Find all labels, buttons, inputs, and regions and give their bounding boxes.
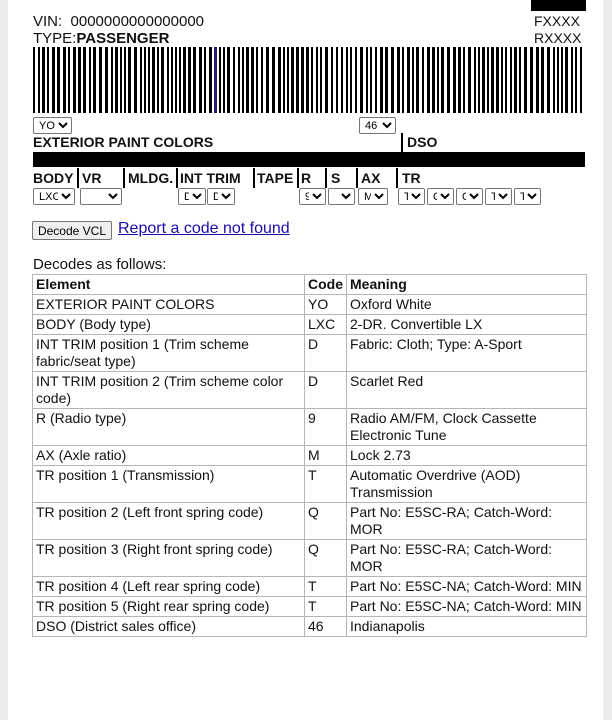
barcode-bar — [219, 47, 221, 113]
cell-code: Q — [305, 503, 347, 540]
cell-element: TR position 4 (Left rear spring code) — [33, 577, 305, 597]
divider — [297, 168, 299, 188]
cell-meaning: Part No: E5SC-NA; Catch-Word: MIN — [347, 597, 587, 617]
barcode-bar — [325, 47, 328, 113]
barcode-bar — [501, 47, 503, 113]
barcode-bar — [536, 47, 539, 113]
barcode-bar — [140, 47, 142, 113]
divider — [356, 168, 358, 188]
ax-select[interactable] — [358, 188, 388, 205]
barcode-bar — [251, 47, 254, 113]
barcode-bar — [278, 47, 281, 113]
tr-5-select[interactable] — [514, 188, 541, 205]
barcode-bar — [47, 47, 49, 113]
barcode-bar — [441, 47, 444, 113]
page-margin-left — [0, 0, 8, 720]
barcode-bar — [505, 47, 507, 113]
barcode-bar — [530, 47, 533, 113]
barcode-bar — [385, 47, 388, 113]
vin-value: 0000000000000000 — [70, 13, 205, 30]
barcode-bar — [171, 47, 173, 113]
results-body — [33, 295, 587, 637]
barcode-bar — [391, 47, 394, 113]
tr-4-select[interactable] — [485, 188, 512, 205]
barcode-bar — [422, 47, 424, 113]
cell-code: 9 — [305, 409, 347, 446]
barcode-bar — [272, 47, 275, 113]
divider — [401, 133, 403, 152]
barcode-bar — [346, 47, 348, 113]
cell-code: D — [305, 372, 347, 409]
cell-code: D — [305, 335, 347, 372]
barcode-bar — [468, 47, 471, 113]
cell-meaning: Lock 2.73 — [347, 446, 587, 466]
barcode-bar — [397, 47, 400, 113]
barcode-bar — [73, 47, 76, 113]
barcode-bar — [370, 47, 372, 113]
barcode-bar — [256, 47, 258, 113]
paint-code-select[interactable] — [33, 117, 72, 134]
barcode-bar — [266, 47, 269, 113]
barcode-bar — [152, 47, 155, 113]
barcode-bar — [478, 47, 480, 113]
barcode-bar — [510, 47, 512, 113]
table-row — [33, 597, 587, 617]
barcode-bar — [287, 47, 289, 113]
cell-element: TR position 5 (Right rear spring code) — [33, 597, 305, 617]
barcode-bar — [375, 47, 377, 113]
type-prefix: TYPE: — [33, 30, 77, 47]
plant-code-2: RXXXX — [534, 30, 582, 46]
barcode-bar — [68, 47, 70, 113]
cell-code: T — [305, 466, 347, 503]
page-margin-right — [603, 0, 612, 720]
int-trim-1-select[interactable] — [178, 188, 206, 205]
cell-meaning: Part No: E5SC-RA; Catch-Word: MOR — [347, 503, 587, 540]
cell-element: AX (Axle ratio) — [33, 446, 305, 466]
s-select[interactable] — [328, 188, 355, 205]
type-line — [33, 30, 169, 47]
cell-meaning: Oxford White — [347, 295, 587, 315]
barcode-bar — [209, 47, 212, 113]
table-row — [33, 315, 587, 335]
field-label-r: R — [301, 170, 312, 186]
field-label-vr: VR — [82, 170, 102, 186]
cell-meaning: Fabric: Cloth; Type: A-Sport — [347, 335, 587, 372]
barcode-bar — [571, 47, 573, 113]
r-select[interactable] — [299, 188, 326, 205]
barcode-bar — [83, 47, 86, 113]
barcode-bar — [541, 47, 544, 113]
report-code-not-found-link[interactable]: Report a code not found — [118, 220, 290, 237]
barcode-bar — [341, 47, 343, 113]
barcode-bar — [227, 47, 230, 113]
barcode-bar — [447, 47, 450, 113]
table-row — [33, 466, 587, 503]
barcode-bar — [183, 47, 186, 113]
barcode-bar — [355, 47, 357, 113]
tr-3-select[interactable] — [456, 188, 483, 205]
cell-meaning: Part No: E5SC-RA; Catch-Word: MOR — [347, 540, 587, 577]
cell-code: 46 — [305, 617, 347, 637]
cell-meaning: Indianapolis — [347, 617, 587, 637]
barcode-bar — [482, 47, 485, 113]
barcode-bar — [412, 47, 414, 113]
divider — [253, 168, 255, 188]
barcode-bar — [491, 47, 494, 113]
barcode-bar — [124, 47, 126, 113]
barcode-bar — [547, 47, 550, 113]
cell-code: T — [305, 577, 347, 597]
cell-code: Q — [305, 540, 347, 577]
cell-element: EXTERIOR PAINT COLORS — [33, 295, 305, 315]
barcode-bar — [453, 47, 456, 113]
barcode-bar — [134, 47, 137, 113]
field-label-ax: AX — [361, 170, 381, 186]
barcode-bar — [463, 47, 465, 113]
cell-element: INT TRIM position 1 (Trim scheme fabric/seat type) — [33, 335, 305, 372]
cell-element: R (Radio type) — [33, 409, 305, 446]
barcode-bar — [474, 47, 476, 113]
table-row — [33, 335, 587, 372]
table-row — [33, 409, 587, 446]
barcode-bar — [99, 47, 102, 113]
cell-element: INT TRIM position 2 (Trim scheme color code) — [33, 372, 305, 409]
cell-element: TR position 3 (Right front spring code) — [33, 540, 305, 577]
body-select[interactable] — [33, 188, 75, 205]
field-label-tape: TAPE — [257, 170, 294, 186]
barcode-bar — [380, 47, 383, 113]
plant-code-box — [531, 0, 586, 47]
field-label-body: BODY — [33, 170, 74, 186]
barcode-bar — [283, 47, 285, 113]
barcode-bar — [238, 47, 240, 113]
barcode-bar — [193, 47, 196, 113]
barcode-bar — [432, 47, 435, 113]
table-row — [33, 372, 587, 409]
barcode-bar — [188, 47, 191, 113]
field-label-s: S — [331, 170, 341, 186]
barcode-bar — [93, 47, 96, 113]
decode-vcl-button[interactable]: Decode VCL — [32, 221, 112, 240]
code-box-black-strip — [531, 0, 586, 11]
barcode-bar — [301, 47, 304, 113]
tr-2-select[interactable] — [427, 188, 454, 205]
table-row — [33, 295, 587, 315]
barcode-bar — [89, 47, 91, 113]
cell-meaning: Automatic Overdrive (AOD) Transmission — [347, 466, 587, 503]
barcode-bar — [561, 47, 563, 113]
barcode-bar — [63, 47, 66, 113]
vin-line — [33, 13, 204, 30]
barcode-bar — [336, 47, 338, 113]
cell-code: LXC — [305, 315, 347, 335]
barcode-bar — [360, 47, 363, 113]
barcode-bar — [78, 47, 81, 113]
barcode-bar — [407, 47, 410, 113]
barcode-bar — [565, 47, 568, 113]
barcode-bar — [199, 47, 202, 113]
barcode-bar — [33, 47, 35, 113]
barcode-bar — [296, 47, 299, 113]
cell-code: T — [305, 597, 347, 617]
barcode-bar — [233, 47, 235, 113]
table-row — [33, 540, 587, 577]
field-label-tr: TR — [402, 170, 421, 186]
decode-results-table — [32, 274, 587, 637]
divider — [176, 168, 178, 188]
barcode-bar — [427, 47, 430, 113]
barcode-bar — [105, 47, 108, 113]
cell-element: DSO (District sales office) — [33, 617, 305, 637]
barcode-bar — [306, 47, 309, 113]
divider — [123, 168, 125, 188]
barcode-bar — [115, 47, 118, 113]
field-label-mldg: MLDG. — [128, 170, 174, 186]
barcode-bar — [38, 47, 40, 113]
divider — [325, 168, 327, 188]
barcode-bar — [524, 47, 527, 113]
barcode-bar — [120, 47, 122, 113]
cell-element: BODY (Body type) — [33, 315, 305, 335]
barcode-bar — [366, 47, 368, 113]
barcode-bar — [148, 47, 150, 113]
barcode-bar — [320, 47, 322, 113]
header-code: Code — [305, 275, 347, 295]
barcode-bar — [128, 47, 131, 113]
dso-heading: DSO — [407, 134, 438, 150]
field-label-int-trim: INT TRIM — [180, 170, 241, 186]
cell-element: TR position 2 (Left front spring code) — [33, 503, 305, 540]
barcode-graphic — [33, 47, 583, 113]
table-header-row — [33, 275, 587, 295]
barcode-bar — [487, 47, 489, 113]
divider — [396, 168, 398, 188]
vin-prefix: VIN: — [33, 13, 63, 30]
header-element: Element — [33, 275, 305, 295]
barcode-bar — [167, 47, 169, 113]
barcode-bar — [437, 47, 439, 113]
divider — [77, 168, 79, 188]
barcode-bar — [144, 47, 146, 113]
barcode-bar — [42, 47, 45, 113]
barcode-bar — [52, 47, 55, 113]
vin-barcode — [33, 47, 583, 113]
barcode-bar — [575, 47, 577, 113]
barcode-bar — [331, 47, 333, 113]
barcode-bar — [161, 47, 164, 113]
barcode-bar — [311, 47, 313, 113]
barcode-bar — [458, 47, 461, 113]
table-row — [33, 617, 587, 637]
cell-element: TR position 1 (Transmission) — [33, 466, 305, 503]
barcode-bar — [316, 47, 318, 113]
barcode-bar — [496, 47, 499, 113]
header-meaning: Meaning — [347, 275, 587, 295]
barcode-bar — [514, 47, 517, 113]
int-trim-2-select[interactable] — [207, 188, 235, 205]
barcode-bar — [214, 47, 217, 113]
barcode-bar — [557, 47, 559, 113]
barcode-bar — [580, 47, 582, 113]
cell-meaning: Radio AM/FM, Clock Cassette Electronic Tune — [347, 409, 587, 446]
barcode-bar — [111, 47, 113, 113]
barcode-bar — [519, 47, 521, 113]
tr-1-select[interactable] — [398, 188, 425, 205]
barcode-bar — [416, 47, 419, 113]
barcode-bar — [157, 47, 159, 113]
barcode-bar — [350, 47, 352, 113]
table-row — [33, 577, 587, 597]
exterior-paint-heading: EXTERIOR PAINT COLORS — [33, 134, 214, 150]
cell-code: YO — [305, 295, 347, 315]
barcode-bar — [175, 47, 177, 113]
barcode-bar — [223, 47, 225, 113]
decodes-title: Decodes as follows: — [33, 256, 167, 273]
barcode-bar — [291, 47, 294, 113]
dso-code-select[interactable] — [359, 117, 396, 134]
barcode-bar — [246, 47, 249, 113]
barcode-bar — [261, 47, 263, 113]
cell-meaning: 2-DR. Convertible LX — [347, 315, 587, 335]
table-row — [33, 446, 587, 466]
type-value: PASSENGER — [76, 30, 170, 47]
cell-meaning: Part No: E5SC-NA; Catch-Word: MIN — [347, 577, 587, 597]
cell-code: M — [305, 446, 347, 466]
plant-code-1: FXXXX — [534, 13, 580, 29]
table-row — [33, 503, 587, 540]
barcode-bar — [179, 47, 181, 113]
label-black-bar — [33, 152, 585, 167]
cell-meaning: Scarlet Red — [347, 372, 587, 409]
vr-select[interactable] — [80, 188, 122, 205]
barcode-bar — [242, 47, 244, 113]
barcode-bar — [402, 47, 404, 113]
barcode-bar — [204, 47, 206, 113]
barcode-bar — [57, 47, 60, 113]
barcode-bar — [553, 47, 555, 113]
